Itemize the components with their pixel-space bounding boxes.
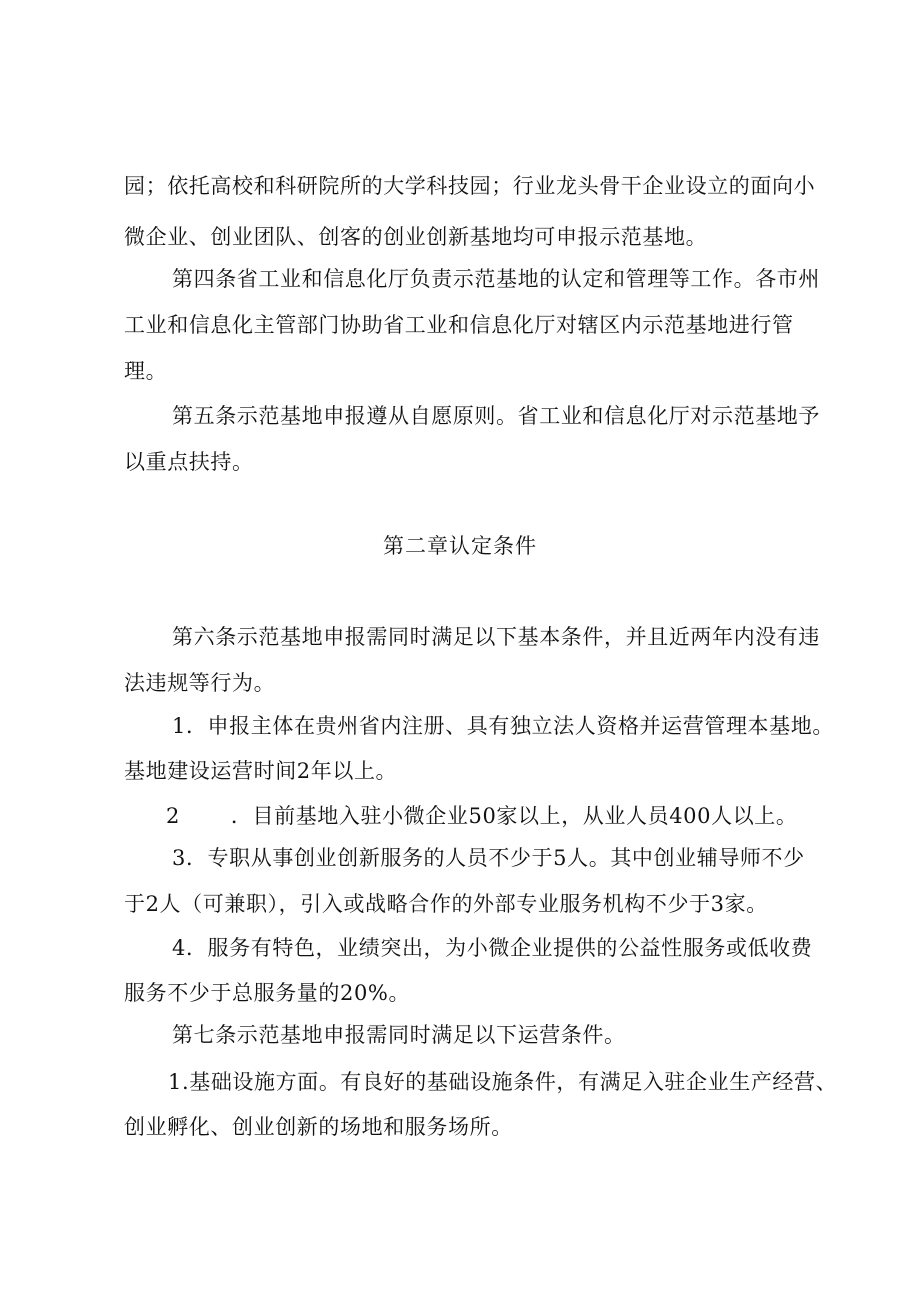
text-line: 基地建设运营时间2年以上。 [124, 759, 398, 783]
text-line: 微企业、创业团队、创客的创业创新基地均可申报示范基地。 [124, 225, 708, 249]
text-line: 以重点扶持。 [124, 450, 254, 474]
text-line: 1．申报主体在贵州省内注册、具有独立法人资格并运营管理本基地。 [172, 714, 834, 738]
text-line: 第四条省工业和信息化厅负责示范基地的认定和管理等工作。各市州 [172, 267, 820, 291]
text-line: 2 ．目前基地入驻小微企业50家以上，从业人员400人以上。 [166, 804, 798, 828]
text-line: 工业和信息化主管部门协助省工业和信息化厅对辖区内示范基地进行管 [124, 313, 794, 337]
text-line: 第五条示范基地申报遵从自愿原则。省工业和信息化厅对示范基地予 [172, 404, 820, 428]
text-line: 创业孵化、创业创新的场地和服务场所。 [124, 1115, 513, 1139]
text-line: 3．专职从事创业创新服务的人员不少于5人。其中创业辅导师不少 [172, 846, 805, 870]
chapter-title: 第二章认定条件 [383, 534, 537, 558]
text-line: 法违规等行为。 [124, 671, 276, 695]
text-line: 第六条示范基地申报需同时满足以下基本条件，并且近两年内没有违 [172, 625, 820, 649]
text-line: 4．服务有特色，业绩突出，为小微企业提供的公益性服务或低收费 [172, 936, 813, 960]
text-line: 理。 [124, 359, 168, 383]
text-line: 第七条示范基地申报需同时满足以下运营条件。 [172, 1023, 626, 1047]
text-line: 园；依托高校和科研院所的大学科技园；行业龙头骨干企业设立的面向小 [124, 174, 816, 198]
text-line: 于2人（可兼职），引入或战略合作的外部专业服务机构不少于3家。 [124, 892, 768, 916]
text-line: 服务不少于总服务量的20%。 [124, 981, 411, 1005]
text-line: 1.基础设施方面。有良好的基础设施条件，有满足入驻企业生产经营、 [168, 1070, 838, 1094]
